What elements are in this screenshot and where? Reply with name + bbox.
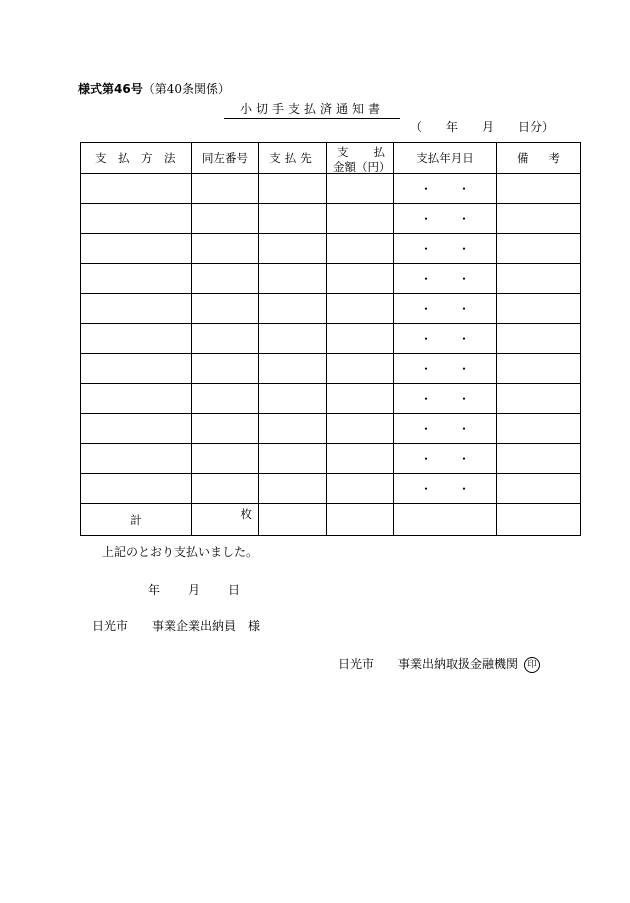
- payment-table: [80, 142, 581, 536]
- cell-date[interactable]: ・・: [394, 204, 497, 234]
- cell-amount[interactable]: [327, 414, 394, 444]
- cell-note[interactable]: [497, 474, 581, 504]
- cell-payee[interactable]: [259, 354, 327, 384]
- cell-note[interactable]: [497, 174, 581, 204]
- cell-note[interactable]: [497, 204, 581, 234]
- remark-text: 上記のとおり支払いました。: [102, 545, 259, 559]
- table-row: [81, 234, 581, 264]
- cell-method[interactable]: [81, 444, 192, 474]
- cell-date[interactable]: ・・: [394, 294, 497, 324]
- cell-date[interactable]: ・・: [394, 264, 497, 294]
- table-row: [81, 384, 581, 414]
- total-date[interactable]: [394, 504, 497, 536]
- table-row: [81, 294, 581, 324]
- cell-payee[interactable]: [259, 444, 327, 474]
- cell-note[interactable]: [497, 294, 581, 324]
- cell-method[interactable]: [81, 384, 192, 414]
- cell-number[interactable]: [192, 324, 259, 354]
- cell-method[interactable]: [81, 474, 192, 504]
- year-label: 年: [148, 583, 161, 597]
- month-label: 月: [188, 583, 201, 597]
- cell-method[interactable]: [81, 324, 192, 354]
- form-relation: （第40条関係）: [142, 82, 230, 96]
- table-row: [81, 474, 581, 504]
- cell-amount[interactable]: [327, 384, 394, 414]
- table-row: [81, 324, 581, 354]
- cell-method[interactable]: [81, 174, 192, 204]
- cell-date[interactable]: ・・: [394, 444, 497, 474]
- cell-note[interactable]: [497, 264, 581, 294]
- col-amount-bottom: 金額（円）: [333, 160, 391, 174]
- total-payee[interactable]: [259, 504, 327, 536]
- cell-payee[interactable]: [259, 264, 327, 294]
- cell-date[interactable]: ・・: [394, 414, 497, 444]
- total-note[interactable]: [497, 504, 581, 536]
- cell-number[interactable]: [192, 204, 259, 234]
- cell-number[interactable]: [192, 414, 259, 444]
- cell-amount[interactable]: [327, 324, 394, 354]
- cell-method[interactable]: [81, 264, 192, 294]
- col-amount-top-right: 払: [373, 145, 385, 159]
- table-row: [81, 444, 581, 474]
- cell-payee[interactable]: [259, 384, 327, 414]
- cell-date[interactable]: ・・: [394, 354, 497, 384]
- day-label: 日: [228, 583, 241, 597]
- cell-note[interactable]: [497, 354, 581, 384]
- col-amount-top-left: 支: [337, 145, 349, 159]
- cell-amount[interactable]: [327, 174, 394, 204]
- cell-amount[interactable]: [327, 354, 394, 384]
- cell-method[interactable]: [81, 294, 192, 324]
- total-amount[interactable]: [327, 504, 394, 536]
- cell-method[interactable]: [81, 234, 192, 264]
- total-row: [81, 504, 581, 536]
- cell-date[interactable]: ・・: [394, 234, 497, 264]
- cell-payee[interactable]: [259, 234, 327, 264]
- cell-note[interactable]: [497, 324, 581, 354]
- cell-note[interactable]: [497, 444, 581, 474]
- cell-note[interactable]: [497, 414, 581, 444]
- addressee: 日光市 事業企業出納員 様: [92, 619, 261, 633]
- cell-number[interactable]: [192, 384, 259, 414]
- col-number: 同左番号: [192, 143, 259, 174]
- cell-amount[interactable]: [327, 234, 394, 264]
- cell-amount[interactable]: [327, 444, 394, 474]
- cell-amount[interactable]: [327, 264, 394, 294]
- cell-number[interactable]: [192, 294, 259, 324]
- table-row: [81, 174, 581, 204]
- signature-date: [148, 581, 268, 598]
- col-note: [497, 143, 581, 174]
- cell-payee[interactable]: [259, 414, 327, 444]
- cell-amount[interactable]: [327, 294, 394, 324]
- col-method-label: 支 払 方 法: [95, 151, 176, 165]
- cell-number[interactable]: [192, 354, 259, 384]
- total-label: 計: [81, 504, 192, 536]
- cell-payee[interactable]: [259, 324, 327, 354]
- sender: 日光市 事業出納取扱金融機関: [338, 657, 519, 671]
- form-number-label: 様式第46号: [78, 82, 143, 96]
- cell-amount[interactable]: [327, 474, 394, 504]
- cell-number[interactable]: [192, 234, 259, 264]
- cell-method[interactable]: [81, 354, 192, 384]
- cell-number[interactable]: [192, 444, 259, 474]
- cell-date[interactable]: ・・: [394, 384, 497, 414]
- header-row: [81, 143, 581, 174]
- table-row: [81, 204, 581, 234]
- sender-line: [338, 655, 540, 673]
- cell-number[interactable]: [192, 174, 259, 204]
- seal-icon: 印: [524, 657, 540, 673]
- cell-note[interactable]: [497, 234, 581, 264]
- cell-payee[interactable]: [259, 204, 327, 234]
- table-row: [81, 414, 581, 444]
- col-method: [81, 143, 192, 174]
- date-part: （ 年 月 日分）: [410, 120, 555, 134]
- cell-method[interactable]: [81, 204, 192, 234]
- cell-note[interactable]: [497, 384, 581, 414]
- cell-date[interactable]: ・・: [394, 474, 497, 504]
- table-row: [81, 354, 581, 384]
- col-date: 支払年月日: [394, 143, 497, 174]
- col-amount: [327, 143, 394, 174]
- cell-date[interactable]: ・・: [394, 174, 497, 204]
- col-payee: 支払先: [259, 143, 327, 174]
- col-note-left: 備: [517, 151, 529, 165]
- cell-payee[interactable]: [259, 174, 327, 204]
- col-note-right: 考: [548, 151, 561, 165]
- table-row: [81, 264, 581, 294]
- total-sheets[interactable]: 枚: [192, 504, 259, 536]
- cell-number[interactable]: [192, 264, 259, 294]
- document-title: 小切手支払済通知書: [224, 100, 400, 119]
- form-number: [78, 80, 230, 97]
- cell-number[interactable]: [192, 474, 259, 504]
- cell-payee[interactable]: [259, 294, 327, 324]
- cell-amount[interactable]: [327, 204, 394, 234]
- cell-date[interactable]: ・・: [394, 324, 497, 354]
- cell-payee[interactable]: [259, 474, 327, 504]
- cell-method[interactable]: [81, 414, 192, 444]
